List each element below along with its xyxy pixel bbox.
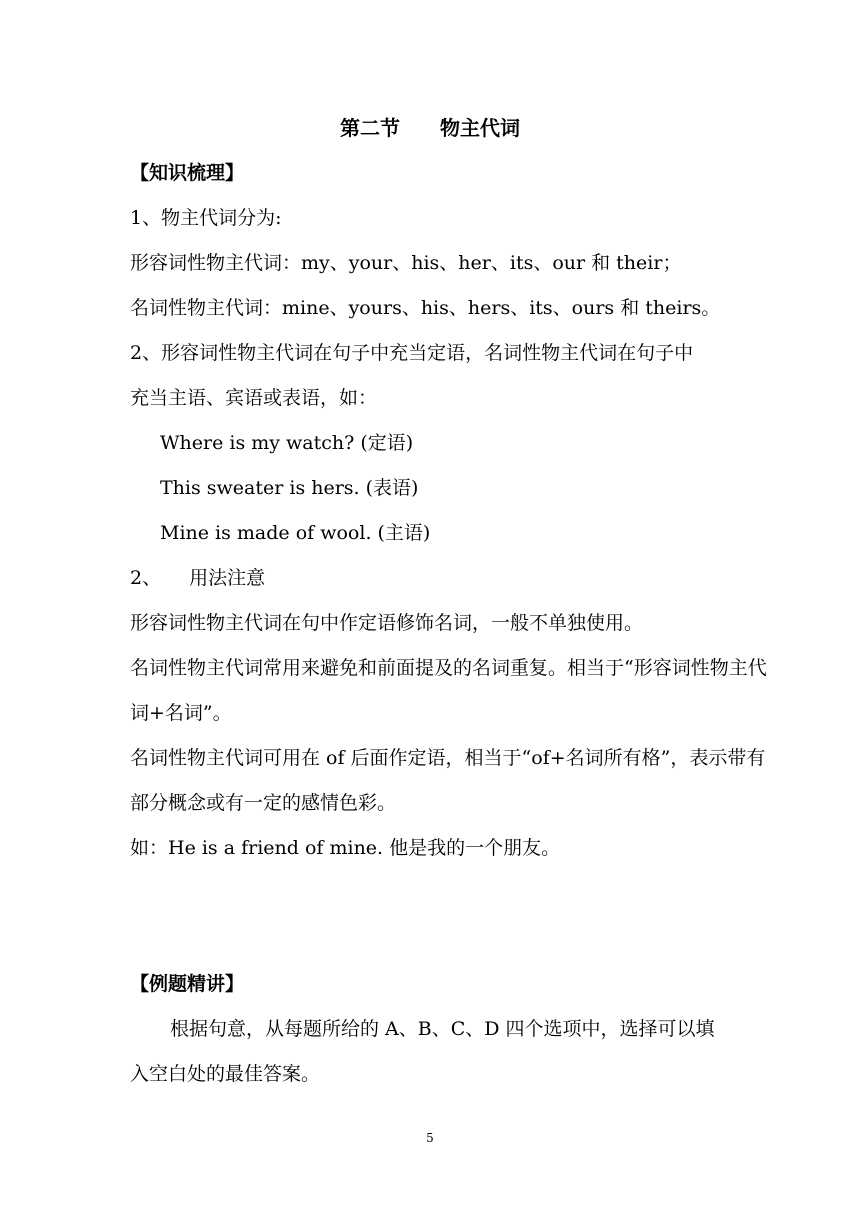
usage-note-2-line-1: 名词性物主代词常用来避免和前面提及的名词重复。相当于“形容词性物主代 — [130, 657, 767, 679]
examples-instruction-line-2: 入空白处的最佳答案。 — [130, 1063, 321, 1085]
paragraph-1: 1、物主代词分为: — [130, 207, 282, 229]
example-sentence-2: This sweater is hers. (表语) — [160, 477, 419, 499]
examples-instruction-line-1: 根据句意，从每题所给的 A、B、C、D 四个选项中，选择可以填 — [170, 1018, 715, 1040]
section-title: 第二节 物主代词 — [340, 116, 520, 140]
usage-note-2-line-2: 词+名词”。 — [130, 702, 232, 724]
example-sentence-3: Mine is made of wool. (主语) — [160, 522, 431, 544]
examples-heading: 【例题精讲】 — [130, 973, 245, 995]
knowledge-heading: 【知识梳理】 — [130, 162, 245, 184]
usage-notes-label: 用法注意 — [189, 567, 266, 589]
paragraph-2-line-1: 2、形容词性物主代词在句子中充当定语，名词性物主代词在句子中 — [130, 342, 694, 364]
page-number: 5 — [426, 1131, 434, 1145]
paragraph-adjective-pronouns: 形容词性物主代词：my、your、his、her、its、our 和 their； — [130, 252, 682, 274]
usage-example: 如：He is a friend of mine. 他是我的一个朋友。 — [130, 837, 561, 859]
usage-notes-number: 2、 — [130, 567, 162, 589]
usage-notes-heading — [130, 566, 265, 590]
paragraph-noun-pronouns: 名词性物主代词：mine、yours、his、hers、its、ours 和 theirs。 — [130, 297, 721, 319]
usage-note-3-line-1: 名词性物主代词可用在 of 后面作定语，相当于“of+名词所有格”，表示带有 — [130, 747, 766, 769]
example-sentence-1: Where is my watch? (定语) — [160, 432, 414, 454]
paragraph-2-line-2: 充当主语、宾语或表语，如： — [130, 387, 378, 409]
usage-note-1: 形容词性物主代词在句中作定语修饰名词，一般不单独使用。 — [130, 612, 644, 634]
usage-note-3-line-2: 部分概念或有一定的感情色彩。 — [130, 792, 397, 814]
